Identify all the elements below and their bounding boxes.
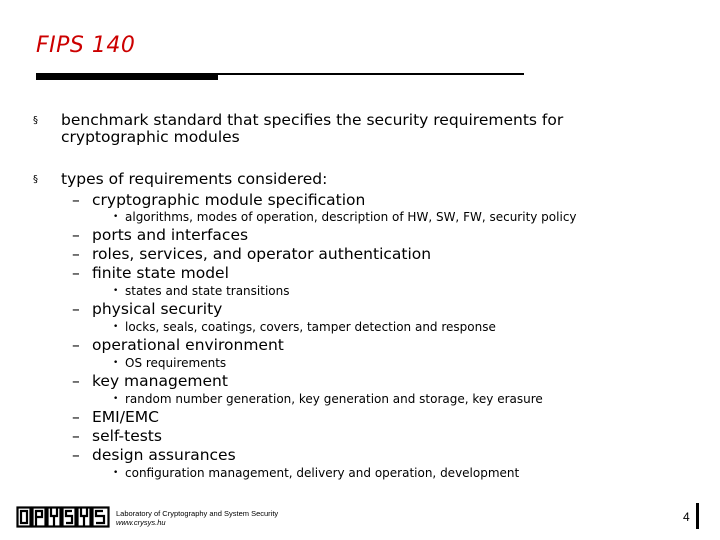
bullet-item — [33, 170, 328, 188]
sub-item — [72, 226, 249, 244]
sub-item-text: physical security — [92, 300, 223, 318]
sub-item — [72, 427, 162, 445]
detail-text: random number generation, key generation and storage, key erasure — [125, 392, 543, 406]
sub-item-text: EMI/EMC — [92, 408, 159, 426]
footer-url[interactable]: www.crysys.hu — [116, 518, 166, 527]
page-number: 4 — [683, 510, 690, 524]
dash-marker: – — [72, 191, 80, 209]
sub-item-text: ports and interfaces — [92, 226, 249, 244]
dash-marker: – — [72, 427, 80, 445]
sub-item — [72, 408, 159, 426]
sub-item-text: finite state model — [92, 264, 229, 282]
sub-item-text: cryptographic module specification — [92, 191, 366, 209]
sub-item — [72, 372, 228, 390]
detail-item — [113, 210, 577, 224]
crysys-logo — [16, 506, 110, 528]
dash-marker: – — [72, 226, 80, 244]
sub-item-text: design assurances — [92, 446, 236, 464]
dash-marker: – — [72, 264, 80, 282]
dash-marker: – — [72, 300, 80, 318]
sub-item-text: key management — [92, 372, 228, 390]
footer-lab-name: Laboratory of Cryptography and System Security — [116, 509, 279, 518]
dot-marker: • — [113, 212, 119, 222]
detail-item — [113, 284, 290, 298]
bullet-marker: § — [33, 174, 38, 185]
sub-item-text: roles, services, and operator authentication — [92, 245, 432, 263]
detail-text: configuration management, delivery and operation, development — [125, 466, 520, 480]
dot-marker: • — [113, 322, 119, 332]
detail-text: locks, seals, coatings, covers, tamper detection and response — [125, 320, 496, 334]
bullet-text: types of requirements considered: — [61, 170, 328, 188]
page-number-bar — [696, 503, 699, 529]
bullet-text: benchmark standard that specifies the security requirements for — [61, 111, 564, 129]
dash-marker: – — [72, 372, 80, 390]
sub-item — [72, 300, 223, 318]
sub-item — [72, 191, 366, 209]
detail-item — [113, 356, 227, 370]
detail-item — [113, 320, 496, 334]
sub-item — [72, 264, 229, 282]
bullet-marker: § — [33, 115, 38, 126]
detail-text: states and state transitions — [125, 284, 290, 298]
title-rule-thin — [218, 73, 524, 75]
sub-item-text: operational environment — [92, 336, 284, 354]
title-rule-thick — [36, 73, 218, 80]
detail-item — [113, 392, 543, 406]
dot-marker: • — [113, 468, 119, 478]
detail-text: OS requirements — [125, 356, 227, 370]
page-title: FIPS 140 — [36, 33, 136, 58]
dot-marker: • — [113, 286, 119, 296]
detail-item — [113, 466, 520, 480]
sub-item — [72, 245, 432, 263]
dot-marker: • — [113, 358, 119, 368]
sub-item-text: self-tests — [92, 427, 162, 445]
sub-item — [72, 336, 284, 354]
dash-marker: – — [72, 446, 80, 464]
dot-marker: • — [113, 394, 119, 404]
bullet-text-continued: cryptographic modules — [61, 128, 240, 146]
bullet-item — [33, 111, 564, 146]
dash-marker: – — [72, 245, 80, 263]
dash-marker: – — [72, 408, 80, 426]
dash-marker: – — [72, 336, 80, 354]
detail-text: algorithms, modes of operation, description of HW, SW, FW, security policy — [125, 210, 577, 224]
sub-item — [72, 446, 236, 464]
